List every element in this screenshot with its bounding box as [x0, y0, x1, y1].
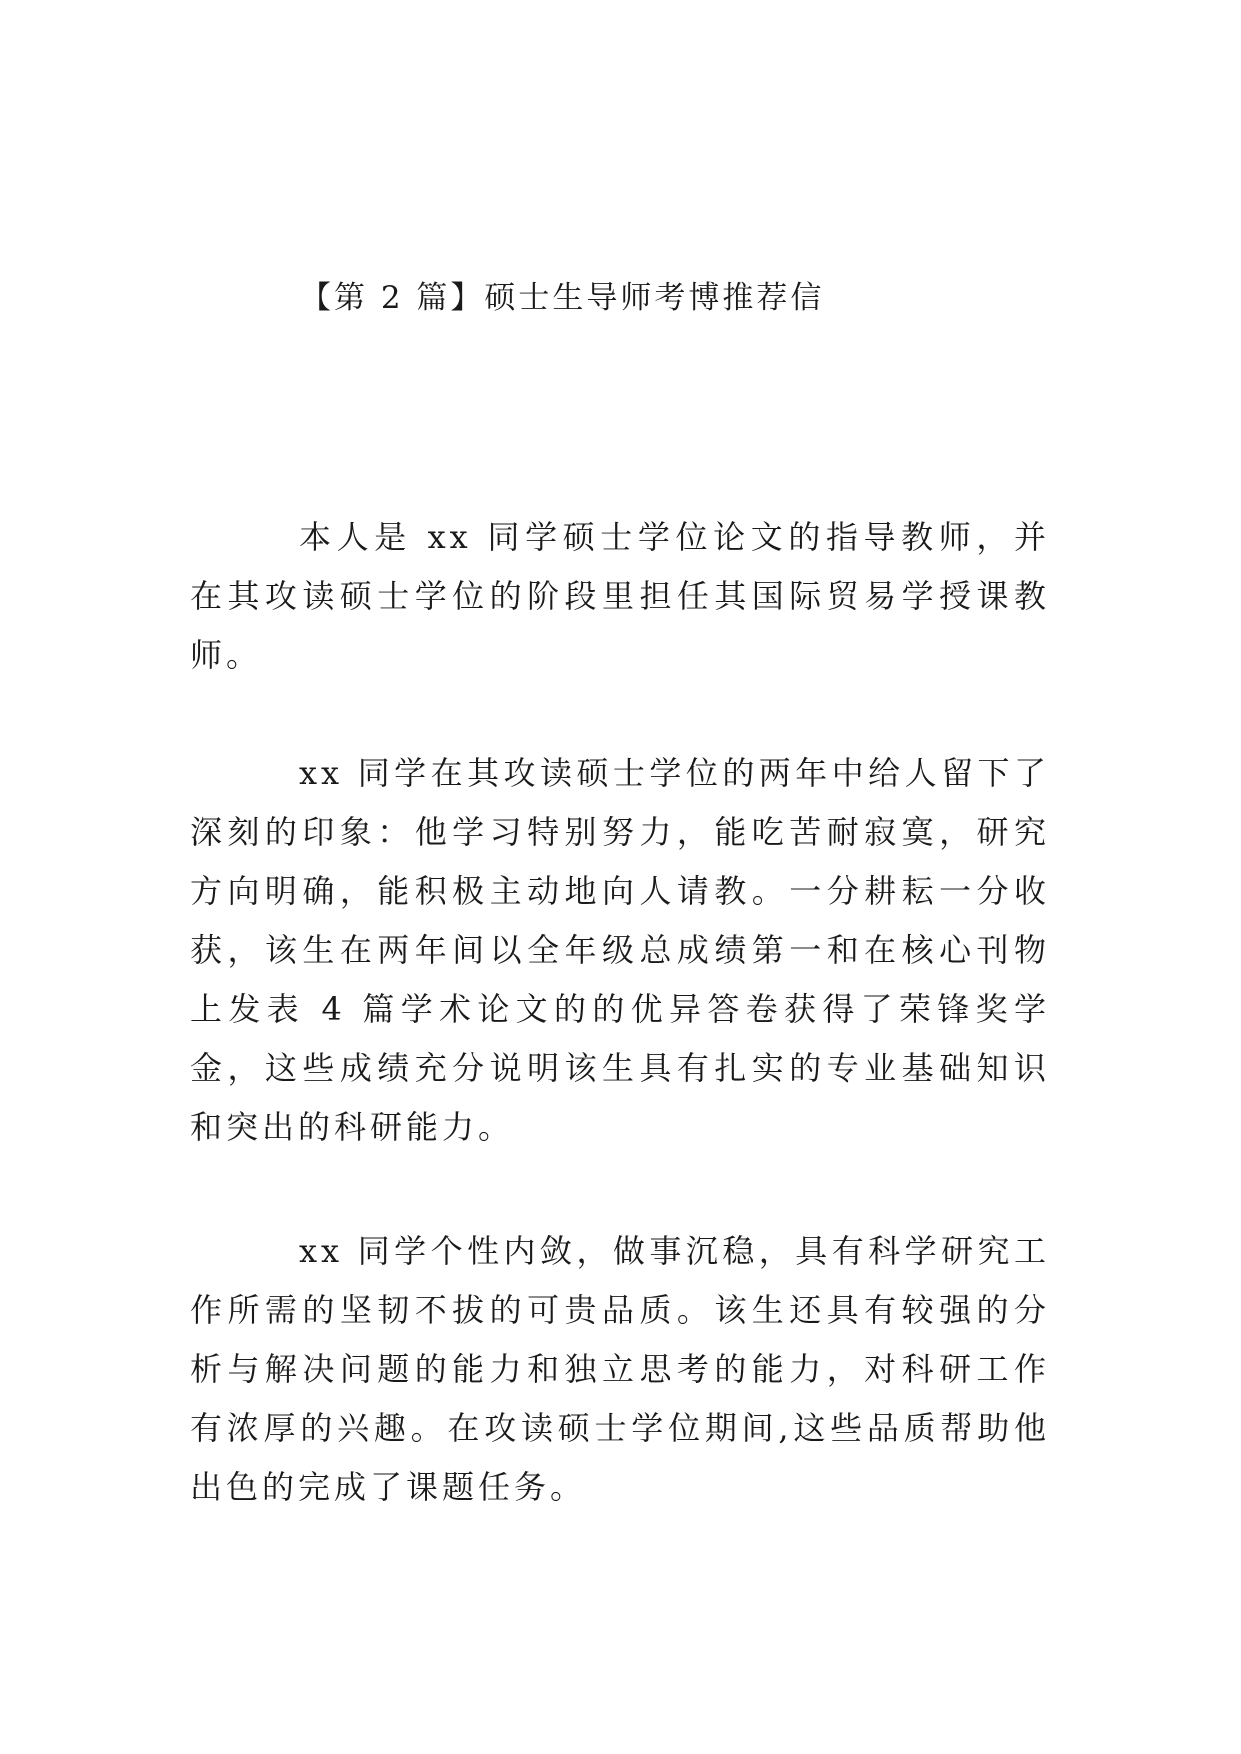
- paragraph-3: xx 同学个性内敛，做事沉稳，具有科学研究工作所需的坚韧不拔的可贵品质。该生还具有较强的分析与解决问题的能力和独立思考的能力，对科研工作有浓厚的兴趣。在攻读硕士学位期间,这些品质帮助他出色的完成了课题任务。: [190, 1232, 1050, 1506]
- document-title: 【第 2 篇】硕士生导师考博推荐信: [300, 280, 825, 316]
- paragraph-2: xx 同学在其攻读硕士学位的两年中给人留下了深刻的印象：他学习特别努力，能吃苦耐寂寞，研究方向明确，能积极主动地向人请教。一分耕耘一分收获，该生在两年间以全年级总成绩第一和在核心刊物上发表 4 篇学术论文的的优异答卷获得了荣锋奖学金，这些成绩充分说明该生具有扎实的专业基础知识和突出的科研能力。: [190, 754, 1050, 1146]
- paragraph-1: 本人是 xx 同学硕士学位论文的指导教师，并在其攻读硕士学位的阶段里担任其国际贸易学授课教师。: [190, 518, 1050, 674]
